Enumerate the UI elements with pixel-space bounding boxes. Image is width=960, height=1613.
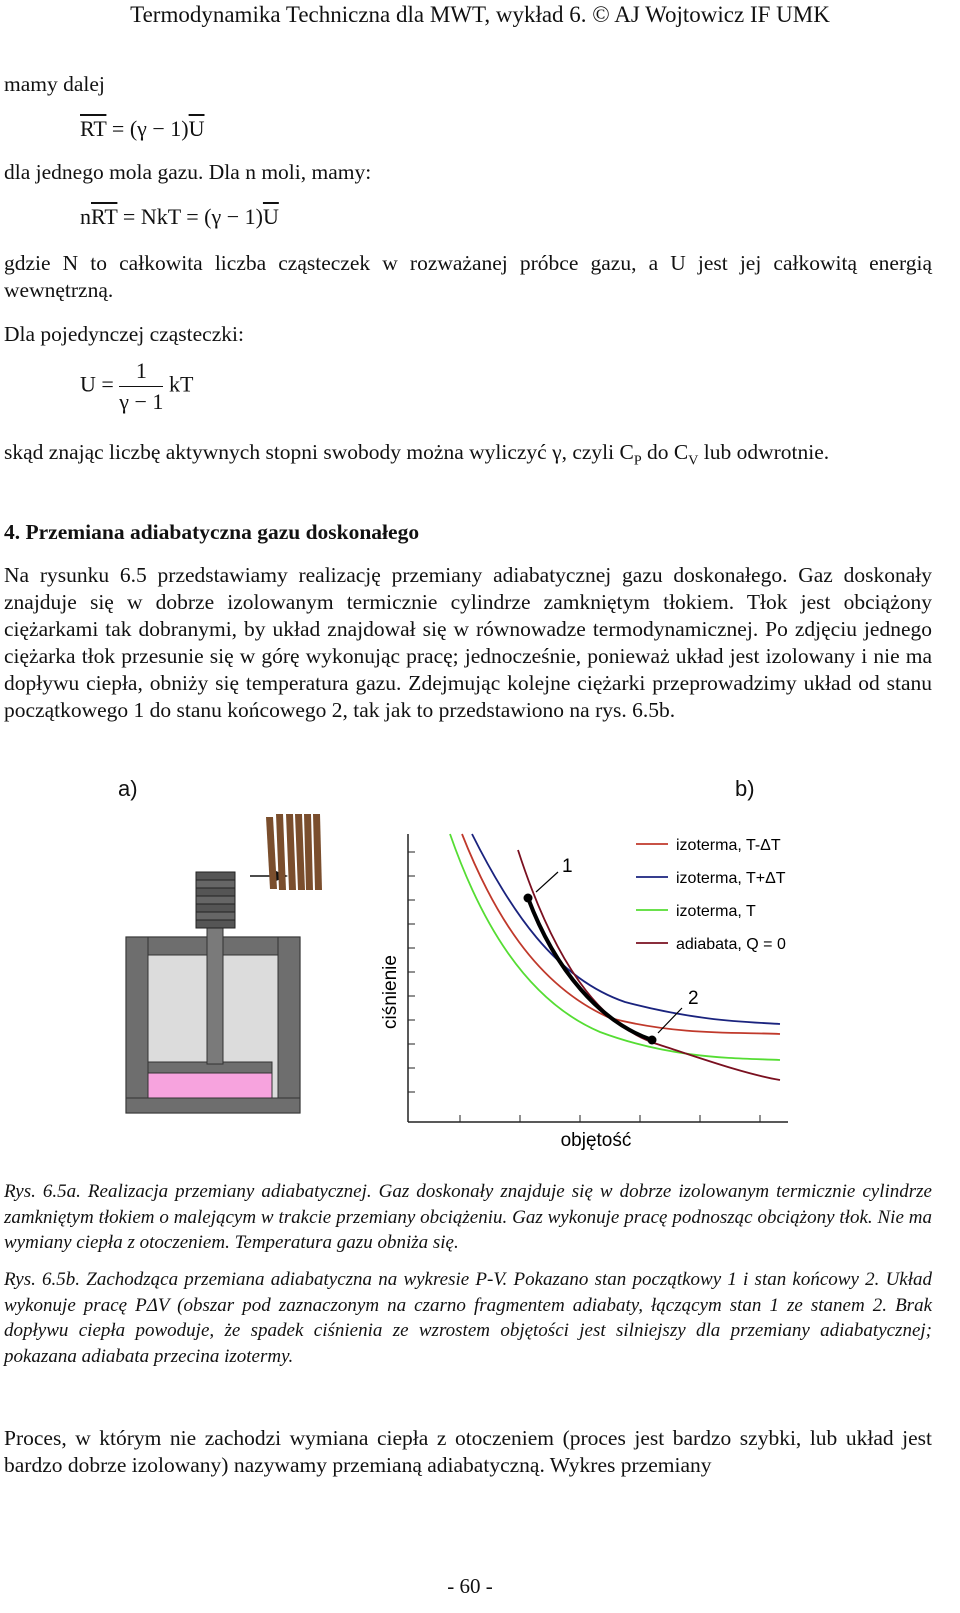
pv-chart xyxy=(380,834,788,1151)
x-axis-label: objętość xyxy=(560,1130,632,1151)
page-header: Termodynamika Techniczna dla MWT, wykład 6. © AJ Wojtowicz IF UMK xyxy=(130,2,830,27)
legend xyxy=(636,837,786,953)
eq1-mid: = (γ − 1) xyxy=(106,116,189,141)
cylinder-apparatus xyxy=(126,814,322,1113)
state-2-label: 2 xyxy=(688,988,699,1009)
panel-a-label: a) xyxy=(118,776,138,801)
eq3-lhs: U = xyxy=(80,371,120,397)
eq1-lhs: $\overline{RT}$ xyxy=(80,116,107,141)
eq2-lhs: $\overline{RT}$ xyxy=(91,204,118,229)
removed-weights xyxy=(266,814,322,890)
cylinder-left-wall xyxy=(126,937,148,1113)
skad-text-c: lub odwrotnie. xyxy=(698,440,830,464)
page-number: - 60 - xyxy=(447,1574,493,1598)
eq3-rhs: kT xyxy=(163,371,194,397)
skad-sub-v: V xyxy=(688,453,699,469)
cylinder-right-wall xyxy=(278,937,300,1113)
weight-stack xyxy=(196,872,235,928)
state-2-point xyxy=(648,1036,657,1045)
caption-6-5a: Rys. 6.5a. Realizacja przemiany adiabatycznej. Gaz doskonały znajduje się w dobrze izolowanym termicznie cylindrze zamkniętym tłokiem o malejącym w trakcie przemiany obciążeniu. Gaz wykonuje pracę podnosząc obciążony tłok. Nie ma wymiany ciepła z otoczeniem. Temperatura gazu obniża się. xyxy=(4,1181,932,1253)
legend-label-T-minus-dT: izoterma, T-ΔT xyxy=(676,837,781,854)
piston-rod xyxy=(207,919,223,1064)
equation-2 xyxy=(80,204,279,230)
state-1-point xyxy=(524,894,533,903)
equation-3 xyxy=(80,358,193,415)
section-title: 4. Przemiana adiabatyczna gazu doskonałego xyxy=(4,520,420,544)
state-1-label: 1 xyxy=(562,856,573,877)
panel-b-label: b) xyxy=(735,776,755,801)
paragraph-gdzie: gdzie N to całkowita liczba cząsteczek w rozważanej próbce gazu, a U jest jej całkowitą energią wewnętrzną. xyxy=(4,251,932,302)
isotherm-T-minus-dT xyxy=(462,834,780,1034)
eq2-pre: n xyxy=(80,204,91,229)
paragraph-skad xyxy=(4,439,932,474)
eq3-fraction xyxy=(119,358,163,415)
legend-label-adiabat: adiabata, Q = 0 xyxy=(676,936,786,953)
text-dla-pojedynczej: Dla pojedynczej cząsteczki: xyxy=(4,322,244,346)
eq2-rhs: $\overline{U}$ xyxy=(262,204,279,229)
y-axis-label: ciśnienie xyxy=(380,955,401,1029)
eq3-numerator: 1 xyxy=(119,358,163,387)
skad-text-a: skąd znając liczbę aktywnych stopni swobody można wyliczyć γ, czyli C xyxy=(4,440,634,464)
eq2-mid: = NkT = (γ − 1) xyxy=(117,204,263,229)
figure-6-5 xyxy=(0,800,960,1180)
legend-label-T: izoterma, T xyxy=(676,903,756,920)
state-1-leader xyxy=(536,872,558,892)
cylinder-bottom xyxy=(126,1098,300,1113)
equation-1 xyxy=(80,116,205,142)
caption-6-5b: Rys. 6.5b. Zachodząca przemiana adiabatyczna na wykresie P-V. Pokazano stan początkowy 1 i stan końcowy 2. Układ wykonuje pracę PΔV (obszar pod zaznaczonym na czarno fragmentem adiabaty, łączącym stan 1 ze stanem 2. Brak dopływu ciepła powoduje, że spadek ciśnienia ze wzrostem objętości jest silniejszy dla przemiany adiabatycznej; pokazana adiabata przecina izotermy. xyxy=(4,1269,932,1367)
isotherm-T-plus-dT xyxy=(472,834,780,1024)
skad-text-b: do C xyxy=(641,440,689,464)
paragraph-main: Na rysunku 6.5 przedstawiamy realizację przemiany adiabatycznej gazu doskonałego. Gaz doskonały znajduje się w dobrze izolowanym termicznie cylindrze zamkniętym tłokiem. Tłok jest obciążony ciężarkami tak dobranymi, by układ znajdował się w równowadze termodynamicznej. Po zdjęciu jednego ciężarka tłok przesunie się w górę wykonując pracę; jednocześnie, ponieważ układ jest izolowany i nie ma dopływu ciepła, obniży się temperatura gazu. Zdejmując kolejne ciężarki przeprowadzimy układ od stanu początkowego 1 do stanu końcowego 2, tak jak to przedstawiono na rys. 6.5b. xyxy=(4,563,932,722)
eq1-rhs: $\overline{U}$ xyxy=(188,116,205,141)
paragraph-final: Proces, w którym nie zachodzi wymiana ciepła z otoczeniem (proces jest bardzo szybki, lub układ jest bardzo dobrze izolowany) nazywamy przemianą adiabatyczną. Wykres przemiany xyxy=(4,1426,932,1477)
adiabat-highlight-1-to-2 xyxy=(528,898,652,1040)
text-mamy-dalej: mamy dalej xyxy=(4,72,105,96)
skad-sub-p: P xyxy=(633,453,642,469)
legend-label-T-plus-dT: izoterma, T+ΔT xyxy=(676,870,786,887)
eq3-denominator: γ − 1 xyxy=(119,389,164,414)
text-dla-mola: dla jednego mola gazu. Dla n moli, mamy: xyxy=(4,160,372,184)
